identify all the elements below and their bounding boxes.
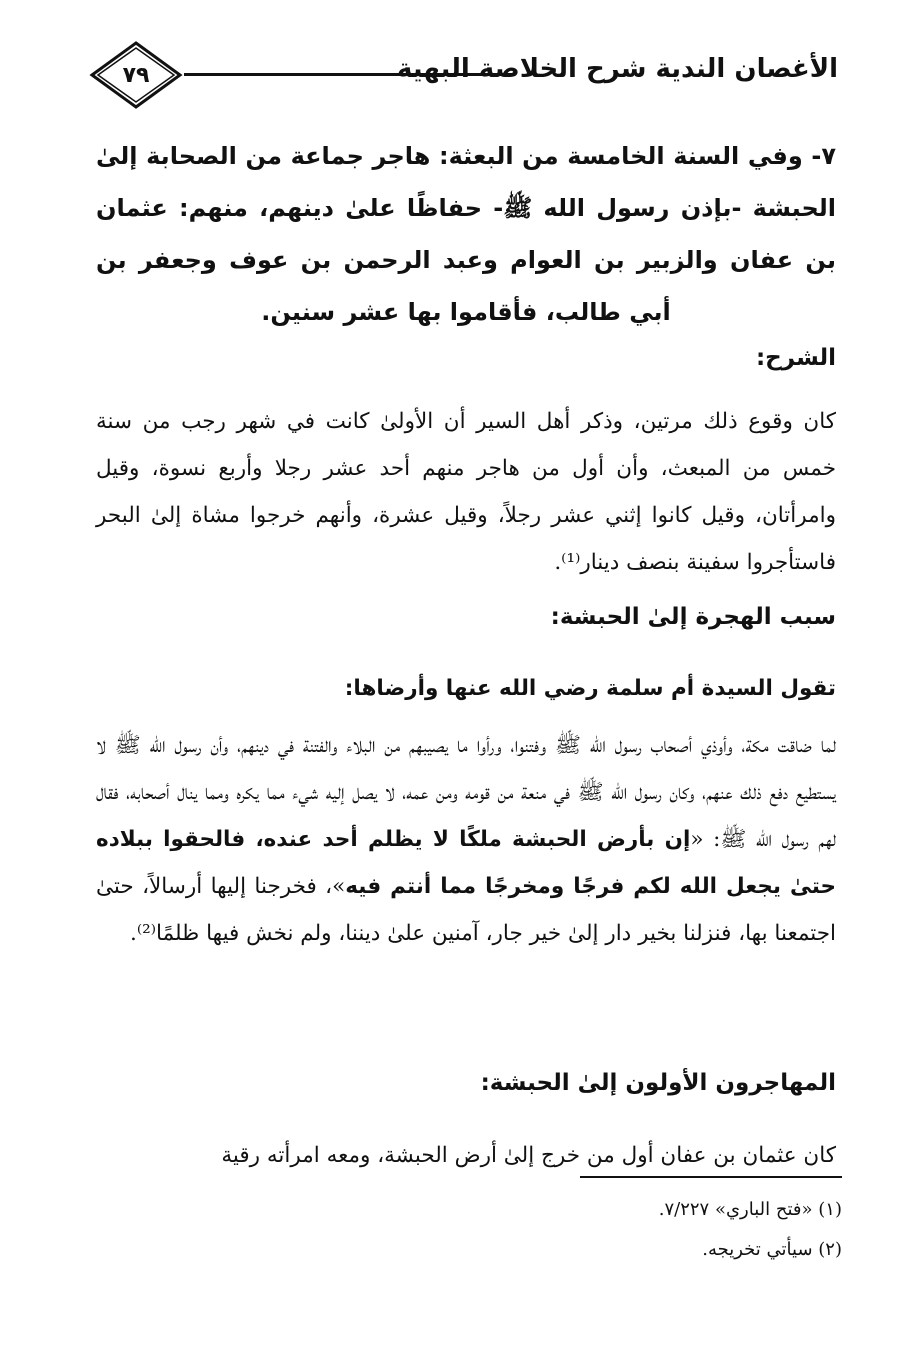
footnote-2: (٢) سيأتي تخريجه. (702, 1239, 842, 1260)
quote-part-2: »، فخرجنا إليها أرسالاً، حتىٰ اجتمعنا بها، فنزلنا بخير دار إلىٰ خير جار، آمنين علىٰ ديننا، ولم نخش فيها ظلمًا⁽²⁾. (96, 874, 836, 946)
sharh-paragraph: كان وقوع ذلك مرتين، وذكر أهل السير أن الأولىٰ كانت في شهر رجب من سنة خمس من المبعث، وأن أول من هاجر منهم أحد عشر رجلا وأربع نسوة، وقيل وامرأتان، وقيل كانوا إثني عشر رجلاً، وقيل عشرة، وأنهم خرجوا مشاة إلىٰ البحر فاستأجروا سفينة بنصف دينار⁽¹⁾. (96, 409, 836, 575)
muhajirun-heading: المهاجرون الأولون إلىٰ الحبشة: (480, 1070, 836, 1096)
umm-salama-intro (96, 665, 836, 712)
page-header (88, 40, 848, 110)
quote-hadith: إن بأرض الحبشة ملكًا لا يظلم أحد عنده، فالحقوا ببلاده حتىٰ يجعل الله لكم فرجًا ومخرجًا مما أنتم فيه (96, 827, 836, 899)
book-title: الأغصان الندية شرح الخلاصة البهية (396, 54, 838, 84)
footnote-1: (١) «فتح الباري» ٧/٢٢٧. (658, 1199, 842, 1220)
matn-text: ٧- وفي السنة الخامسة من البعثة: هاجر جماعة من الصحابة إلىٰ الحبشة -بإذن رسول الله ﷺ- حفاظًا علىٰ دينهم، منهم: عثمان بن عفان والزبير بن العوام وعبد الرحمن بن عوف وجعفر بن أبي طالب، فأقاموا بها عشر سنين. (96, 142, 836, 326)
umm-salama-quote (96, 722, 836, 957)
footnote-rule (580, 1176, 842, 1178)
footnotes (500, 1190, 842, 1270)
umm-salama-intro-text: تقول السيدة أم سلمة رضي الله عنها وأرضاها: (344, 676, 836, 701)
page-number: ٧٩ (122, 62, 150, 88)
sabab-heading: سبب الهجرة إلىٰ الحبشة: (550, 604, 836, 630)
quote-part-1: لما ضاقت مكة، وأوذي أصحاب رسول الله ﷺ وفتنوا، ورأوا ما يصيبهم من البلاء والفتنة في دينهم، وأن رسول الله ﷺ لا يستطيع دفع ذلك عنهم، وكان رسول الله ﷺ في منعة من قومه ومن عمه، لا يصل إليه شيء مما يكره ومما ينال أصحابه، فقال لهم رسول الله ﷺ: « (96, 733, 836, 852)
muhajirun-paragraph: كان عثمان بن عفان أول من خرج إلىٰ أرض الحبشة، ومعه امرأته رقية (221, 1143, 836, 1168)
sharh-heading: الشرح: (755, 345, 836, 371)
